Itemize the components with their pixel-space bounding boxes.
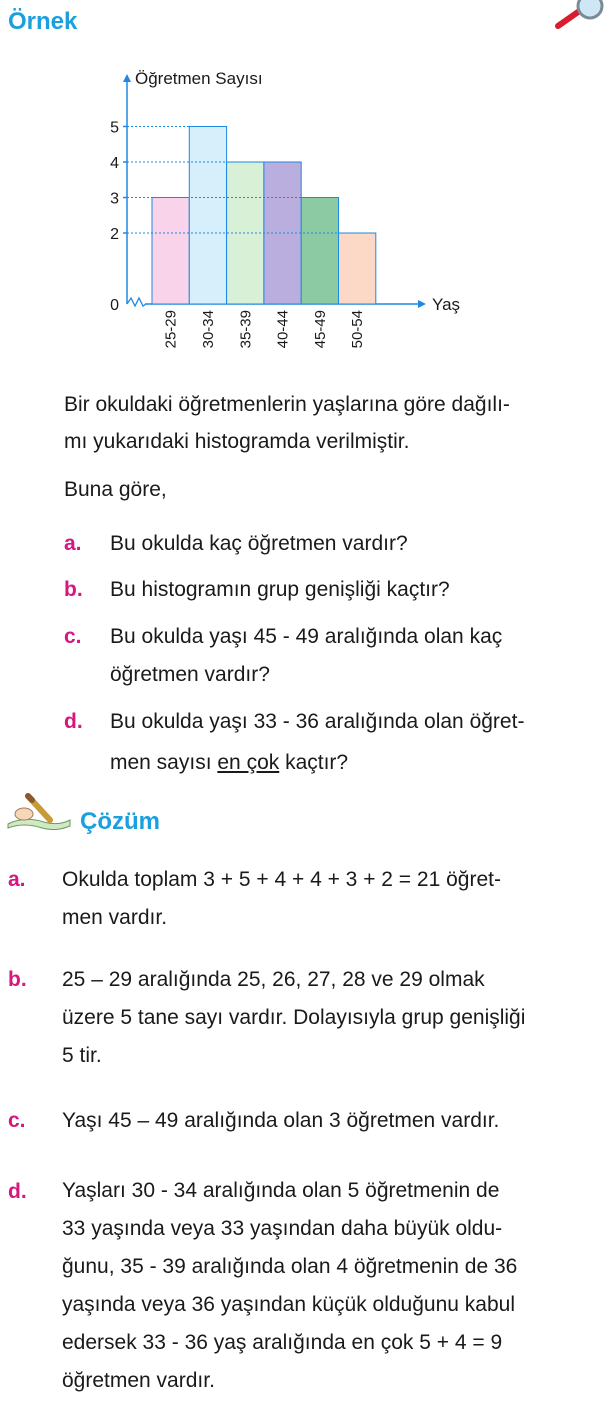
y-axis-label: Öğretmen Sayısı [135,69,263,88]
solution-a-line-1: Okulda toplam 3 + 5 + 4 + 4 + 3 + 2 = 21 öğret- [62,868,501,891]
question-d-line-2-post: kaçtır? [279,751,349,774]
histogram-chart [0,60,611,370]
intro-line-2: mı yukarıdaki histogramda verilmiştir. [64,430,410,453]
solution-d-line-4: yaşında veya 36 yaşından küçük olduğunu kabul [62,1293,515,1316]
x-tick-label: 45-49 [311,310,329,349]
pencil-writing-icon [4,790,74,832]
x-axis-label: Yaş [432,295,461,314]
histogram-bar [152,198,189,305]
solution-d-line-3: ğunu, 35 - 39 aralığında olan 4 öğretmenin de 36 [62,1255,518,1278]
magnifier-icon [552,0,608,30]
solution-c-line-1: Yaşı 45 – 49 aralığında olan 3 öğretmen vardır. [62,1109,500,1132]
intro-line-3: Buna göre, [64,478,167,501]
solution-c-text [62,1102,602,1140]
solution-d-line-1: Yaşları 30 - 34 aralığında olan 5 öğretmenin de [62,1179,500,1202]
solution-d-text [62,1172,602,1400]
question-d-line-1: Bu okulda yaşı 33 - 36 aralığında olan öğret- [110,710,525,733]
solution-a-letter: a. [8,868,26,891]
y-tick-label: 0 [110,297,119,314]
y-axis-arrow [123,74,131,82]
question-c-line-2: öğretmen vardır? [110,663,270,686]
x-tick-label: 50-54 [349,310,367,349]
solution-d-line-6: öğretmen vardır. [62,1369,215,1392]
histogram-bar [189,127,226,305]
solution-b-line-2: üzere 5 tane sayı vardır. Dolayısıyla grup genişliği [62,1006,526,1029]
question-a-letter: a. [64,532,82,555]
solution-a-text [62,861,602,937]
solution-d-line-5: edersek 33 - 36 yaş aralığında en çok 5 + 4 = 9 [62,1331,503,1354]
solution-b-letter: b. [8,968,27,991]
y-tick-label: 2 [110,226,119,243]
solution-b-line-3: 5 tir. [62,1044,102,1067]
solution-title: Çözüm [80,808,160,835]
question-c-line-1: Bu okulda yaşı 45 - 49 aralığında olan kaç [110,625,503,648]
question-d-letter: d. [64,710,83,733]
question-b-text: Bu histogramın grup genişliği kaçtır? [110,578,450,601]
question-b-letter: b. [64,578,83,601]
solution-b-line-1: 25 – 29 aralığında 25, 26, 27, 28 ve 29 olmak [62,968,485,991]
x-tick-label: 30-34 [199,310,217,349]
example-title: Örnek [8,8,78,35]
x-tick-label: 35-39 [237,310,255,349]
question-c-letter: c. [64,625,82,648]
axis-break [127,298,146,306]
solution-b-text [62,961,602,1075]
solution-d-letter: d. [8,1180,27,1203]
question-d-line-2 [110,744,348,781]
x-tick-label: 25-29 [162,310,180,349]
y-tick-label: 4 [110,155,119,172]
intro-line-1: Bir okuldaki öğretmenlerin yaşlarına göre dağılı- [64,393,510,416]
histogram-bar [301,198,338,305]
question-d-line-2-pre: men sayısı [110,751,218,774]
x-axis-arrow [418,300,426,308]
solution-a-line-2: men vardır. [62,906,168,929]
x-tick-label: 40-44 [274,310,292,349]
solution-d-line-2: 33 yaşında veya 33 yaşından daha büyük oldu- [62,1217,503,1240]
question-a-text: Bu okulda kaç öğretmen vardır? [110,532,408,555]
question-d-underlined: en çok [217,751,280,774]
y-tick-label: 3 [110,190,119,208]
solution-c-letter: c. [8,1109,26,1132]
y-tick-label: 5 [110,119,119,137]
histogram-bar [339,233,376,304]
